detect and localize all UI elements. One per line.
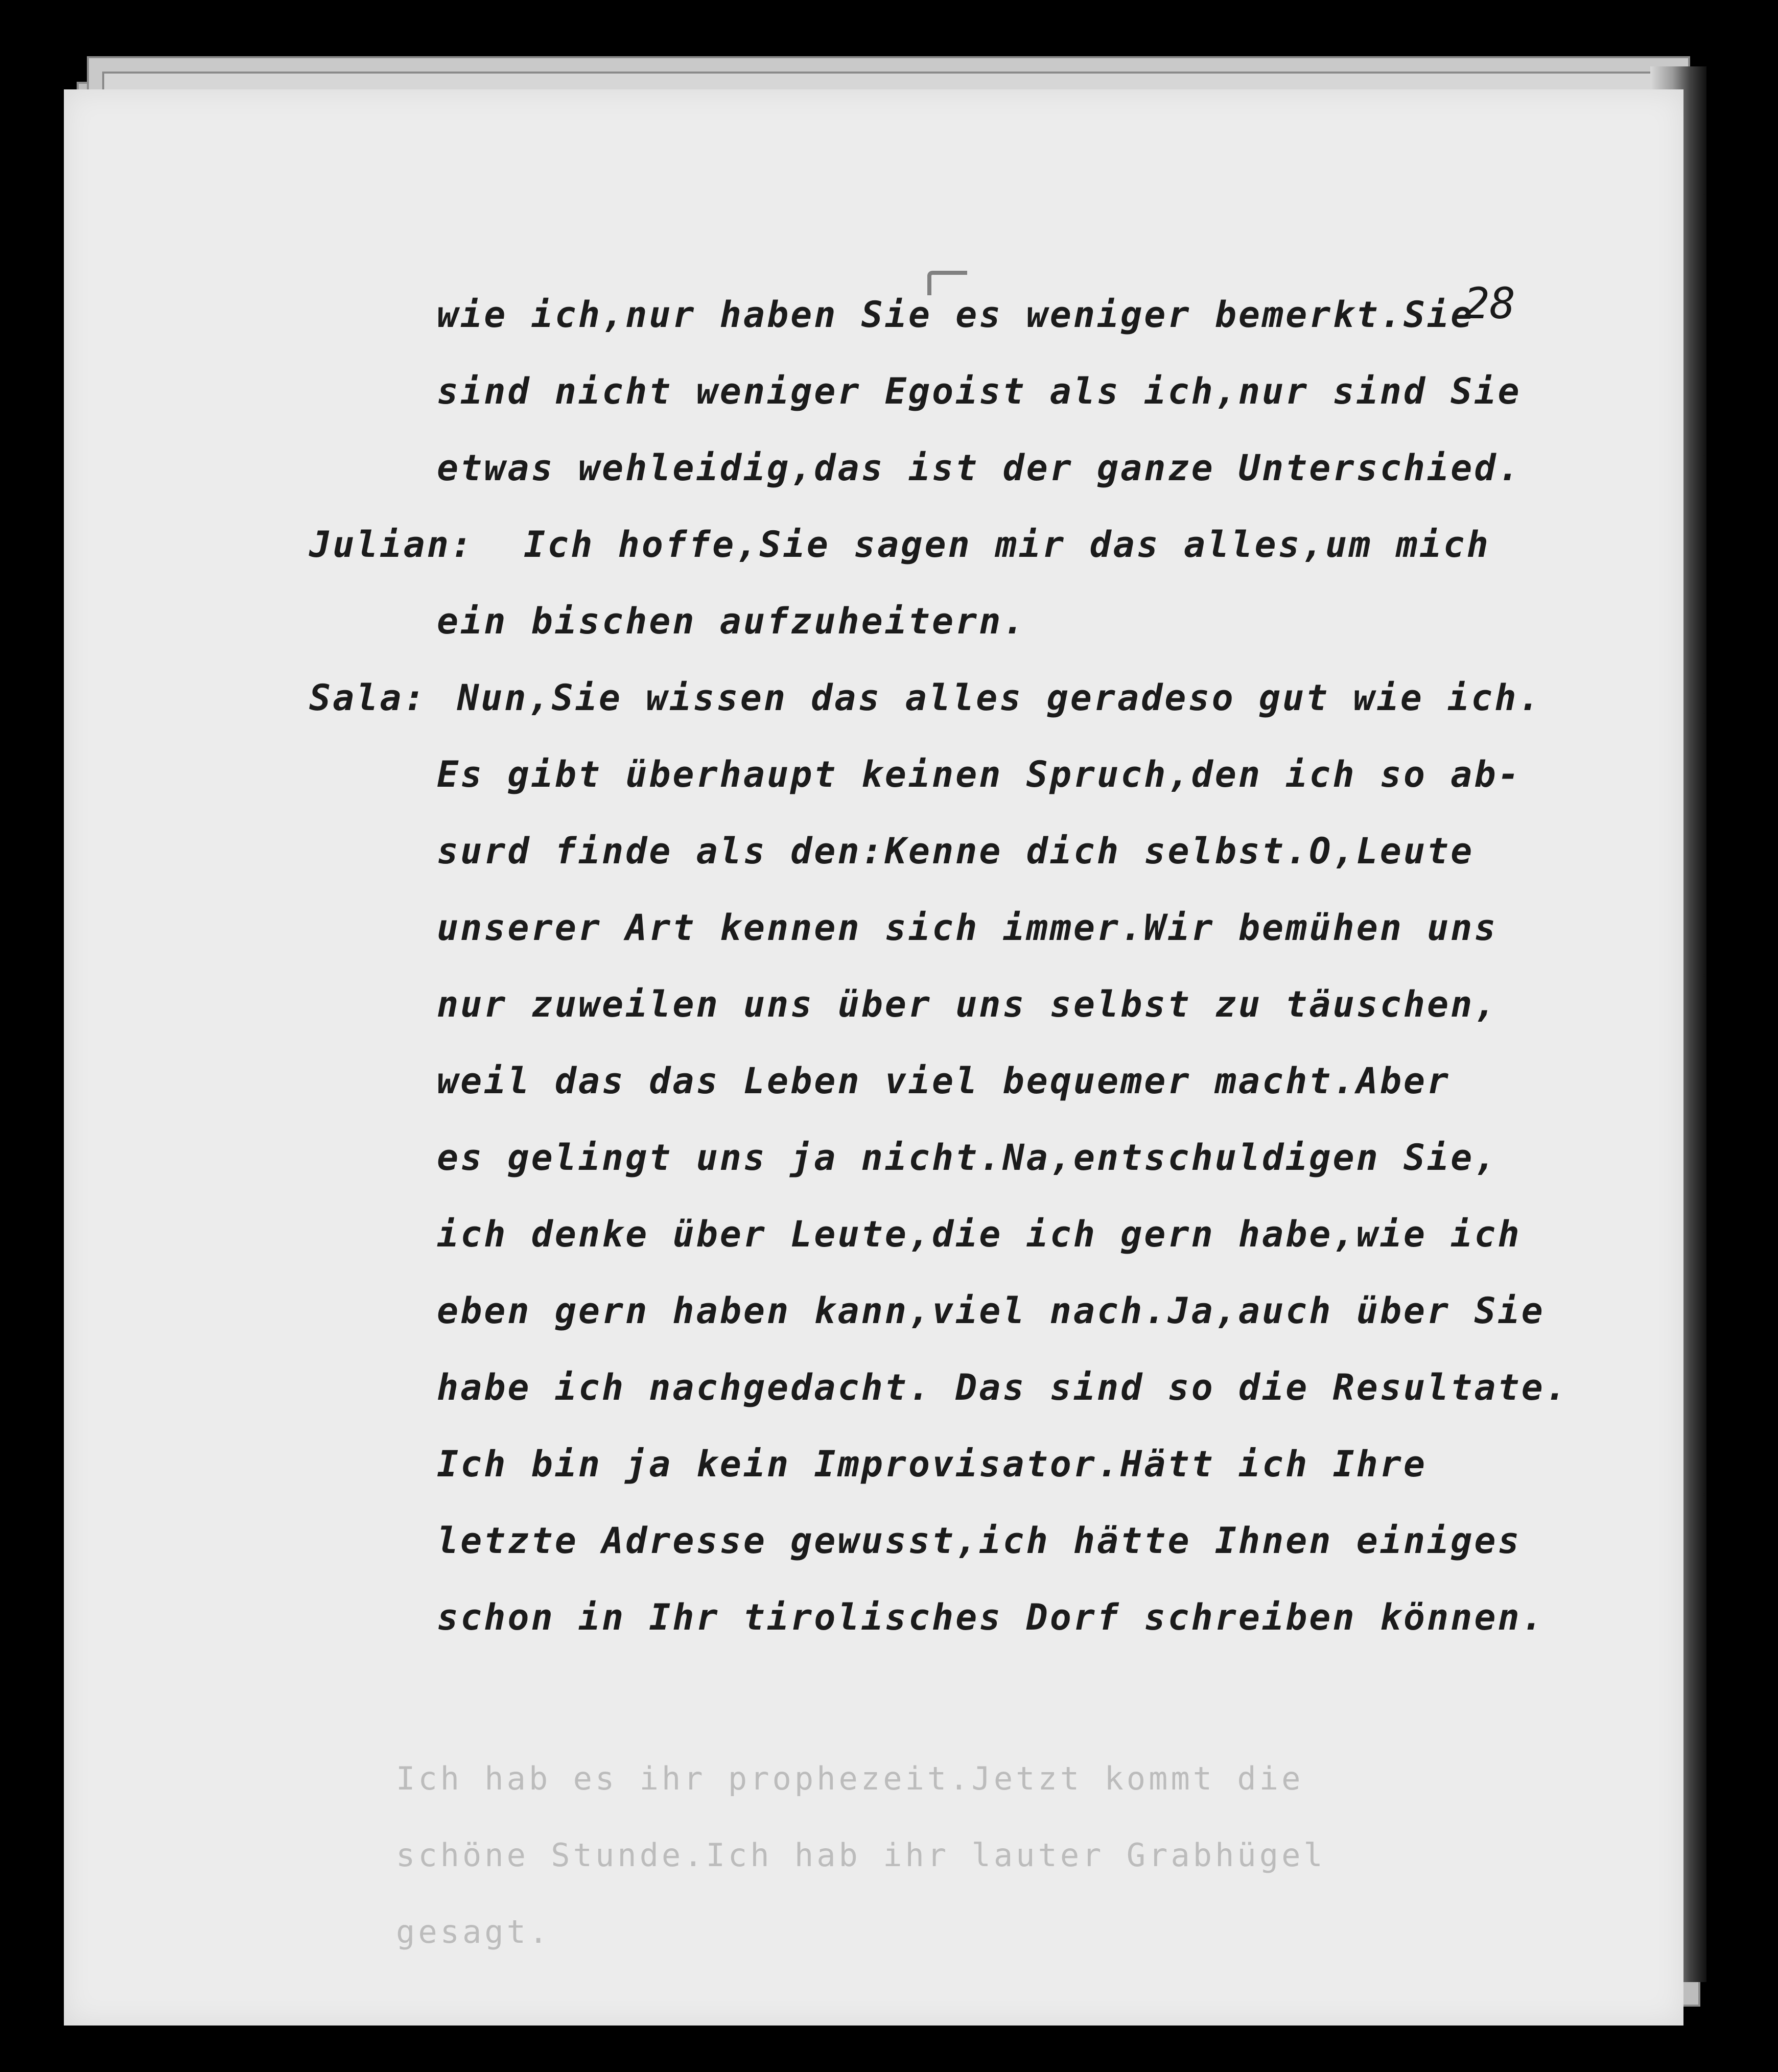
show-through-line: schöne Stunde.Ich hab ihr lauter Grabhügel xyxy=(396,1836,1326,1874)
text-line: Nun,Sie wissen das alles geradeso gut wie ich. xyxy=(457,677,1542,719)
text-line: Ich bin ja kein Improvisator.Hätt ich Ihre xyxy=(437,1443,1428,1485)
text-line: habe ich nachgedacht. Das sind so die Resultate. xyxy=(437,1367,1569,1408)
text-line: eben gern haben kann,viel nach.Ja,auch über Sie xyxy=(437,1290,1545,1332)
show-through-line: gesagt. xyxy=(396,1913,551,1950)
show-through-line: Ich hab es ihr prophezeit.Jetzt kommt die xyxy=(396,1760,1304,1797)
ink-smudge xyxy=(927,271,967,295)
typescript-page xyxy=(64,89,1683,2026)
text-line: weil das das Leben viel bequemer macht.Aber xyxy=(437,1060,1451,1102)
speaker-label: Julian: xyxy=(309,524,475,566)
speaker-label: Sala: xyxy=(309,677,427,719)
text-line: ein bischen aufzuheitern. xyxy=(437,600,1026,642)
text-line: Ich hoffe,Sie sagen mir das alles,um mich xyxy=(524,524,1490,566)
text-line: sind nicht weniger Egoist als ich,nur sind Sie xyxy=(437,370,1522,412)
text-line: letzte Adresse gewusst,ich hätte Ihnen einiges xyxy=(437,1520,1522,1562)
text-line: etwas wehleidig,das ist der ganze Unterschied. xyxy=(437,447,1522,489)
text-line: surd finde als den:Kenne dich selbst.O,Leute xyxy=(437,830,1475,872)
text-line: Es gibt überhaupt keinen Spruch,den ich so ab- xyxy=(437,754,1522,795)
text-line: nur zuweilen uns über uns selbst zu täuschen, xyxy=(437,983,1498,1025)
text-line: wie ich,nur haben Sie es weniger bemerkt.Sie xyxy=(437,294,1475,336)
text-line: ich denke über Leute,die ich gern habe,wie ich xyxy=(437,1213,1522,1255)
text-line: schon in Ihr tirolisches Dorf schreiben können. xyxy=(437,1596,1545,1638)
text-line: es gelingt uns ja nicht.Na,entschuldigen Sie, xyxy=(437,1137,1498,1179)
text-line: unserer Art kennen sich immer.Wir bemühen uns xyxy=(437,907,1498,949)
page-number: 28 xyxy=(1464,278,1516,328)
